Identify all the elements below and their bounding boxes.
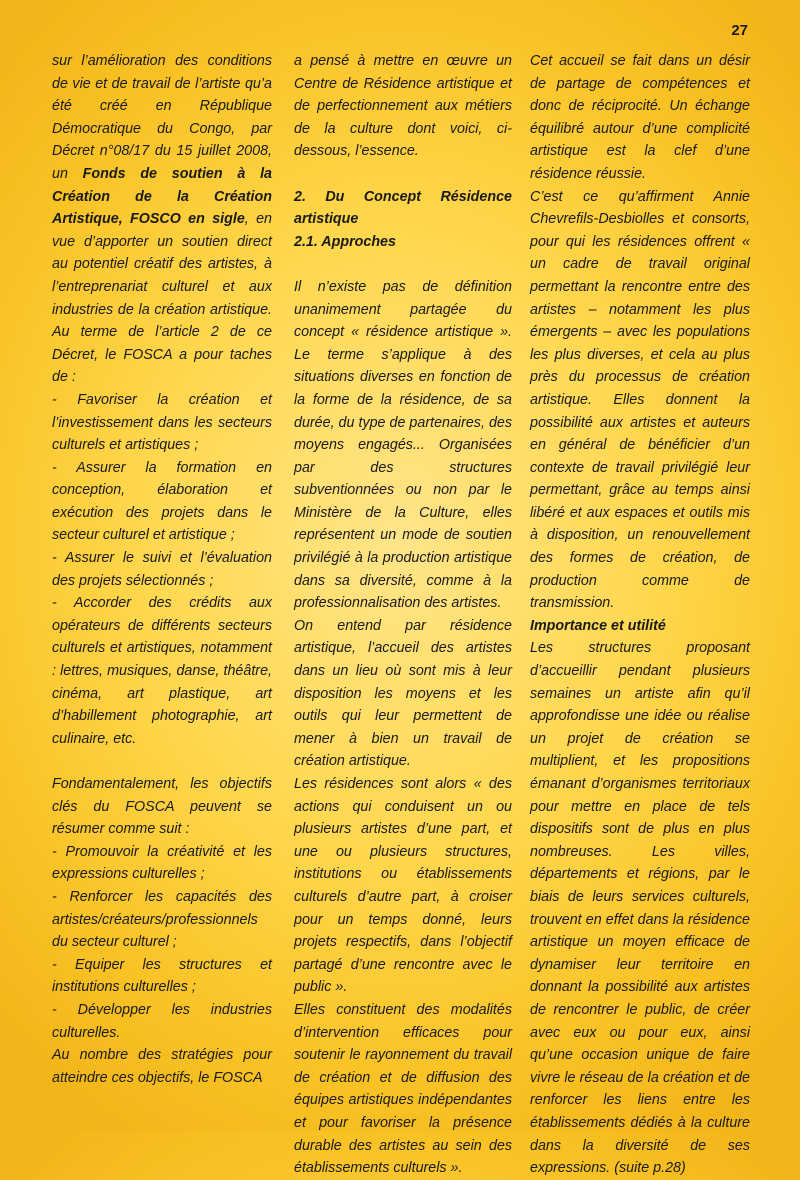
page-number: 27	[731, 22, 748, 39]
paragraph: C’est ce qu’affirment Annie Chevrefils-Desbiolles et consorts, pour qui les résidences offrent « un cadre de travail original permettant la rencontre entre des artistes – notamment les plus émergents – avec les populations les plus diverses, et cela au plus près du processus de création artistique. Elles donnent la possibilité aux artistes et auteurs en général de bénéficier d’un contexte de travail privilégié leur permettant, grâce au temps ainsi libéré et aux espaces et outils mis à disposition, un renouvellement des formes de création, de production comme de transmission.	[530, 188, 750, 612]
fund-name: Fonds de soutien à la Création de la Création Artistique, FOSCO en sigle	[52, 165, 272, 228]
intro-text: sur l’amélioration des conditions de vie et de travail de l’artiste qu’a été créé en République Démocratique du Congo, par Décret n°08/17 du 15 juillet 2008, un	[52, 53, 272, 182]
paragraph: Les structures proposant d’accueillir pendant plusieurs semaines un artiste afin qu’il approfondisse une idée ou réalise un projet de création se multiplient, et les propositions émanant d’organismes territoriaux pour mettre en place de tels dispositifs sont de plus en plus nombreuses. Les villes, départements et régions, par le biais de leurs services culturels, trouvent en effet dans la résidence artistique un moyen efficace de dynamiser leur territoire en donnant la possibilité aux artistes de rencontrer le public, de créer avec eux ou pour eux, ainsi qu’une occasion unique de faire vivre le réseau de la création et de renforcer les liens entre les établissements dédiés à la culture dans la diversité de ses expressions. (suite p.28)	[530, 640, 750, 1177]
objective-item: - Promouvoir la créativité et les expressions culturelles ;	[52, 843, 272, 883]
paragraph-continued: a pensé à mettre en œuvre un Centre de Résidence artistique et de perfectionnement aux métiers de la culture dont voici, ci-dessous, l’essence.	[294, 53, 512, 160]
paragraph: Elles constituent des modalités d’intervention efficaces pour soutenir le rayonnement du travail de création et de diffusion des équipes artistiques indépendantes et pour favoriser la présence durable des artistes au sein des établissements culturels ».	[294, 1001, 512, 1177]
column-2	[294, 50, 512, 1180]
intro-continued: , en vue d’apporter un soutien direct au potentiel créatif des artistes, à l’entreprenariat culturel et aux industries de la création artistique. Au terme de l’article 2 de ce Décret, le FOSCA a pour taches de :	[52, 211, 272, 386]
task-item: - Assurer la formation en conception, élaboration et exécution des projets dans le secteur culturel et artistique ;	[52, 459, 272, 544]
strategies-paragraph: Au nombre des stratégies pour atteindre ces objectifs, le FOSCA	[52, 1047, 272, 1086]
objective-item: - Renforcer les capacités des artistes/créateurs/professionnels du secteur culturel ;	[52, 888, 272, 951]
paragraph: On entend par résidence artistique, l’accueil des artistes dans un lieu où sont mis à leur disposition les moyens et les outils qui leur permettent de mener à bien un travail de création artistique.	[294, 617, 512, 770]
objective-item: - Développer les industries culturelles.	[52, 1001, 272, 1041]
objectives-intro: Fondamentalement, les objectifs clés du FOSCA peuvent se résumer comme suit :	[52, 776, 272, 838]
column-3	[530, 50, 750, 1180]
task-item: - Assurer le suivi et l’évaluation des projets sélectionnés ;	[52, 550, 272, 589]
paragraph-intro	[52, 50, 272, 389]
section-heading: 2. Du Concept Résidence artistique	[294, 188, 512, 228]
paragraph: Les résidences sont alors « des actions qui conduisent un ou plusieurs artistes d’une part, et une ou plusieurs structures, institutions ou établissements culturels d’autre part, à croiser pour un temps donné, leurs projets respectifs, dans l’objectif partagé d’une rencontre avec le public ».	[294, 776, 512, 996]
paragraph: Il n’existe pas de définition unanimement partagée du concept « résidence artistique ». Le terme s’applique à des situations diverses en fonction de la forme de la résidence, de sa durée, du type de partenaires, des moyens engagés... Organisées par des structures subventionnées ou non par le Ministère de la Culture, elles représentent un mode de soutien privilégié à la production artistique dans sa diversité, comme à la professionnalisation des artistes.	[294, 278, 512, 612]
paragraph: Cet accueil se fait dans un désir de partage de compétences et donc de réciprocité. Un échange équilibré autour d’une complicité artistique est la clef d’une résidence réussie.	[530, 53, 750, 182]
task-item: - Accorder des crédits aux opérateurs de différents secteurs culturels et artistiques, notamment : lettres, musiques, danse, théâtre, cinéma, art plastique, art d’habillement photographie, art culinaire, etc.	[52, 595, 272, 747]
task-item: - Favoriser la création et l’investissement dans les secteurs culturels et artistiques ;	[52, 391, 272, 454]
objective-item: - Equiper les structures et institutions culturelles ;	[52, 956, 272, 996]
subsection-heading: 2.1. Approches	[294, 233, 396, 250]
column-1	[52, 50, 272, 1089]
section-heading-importance: Importance et utilité	[530, 617, 666, 634]
